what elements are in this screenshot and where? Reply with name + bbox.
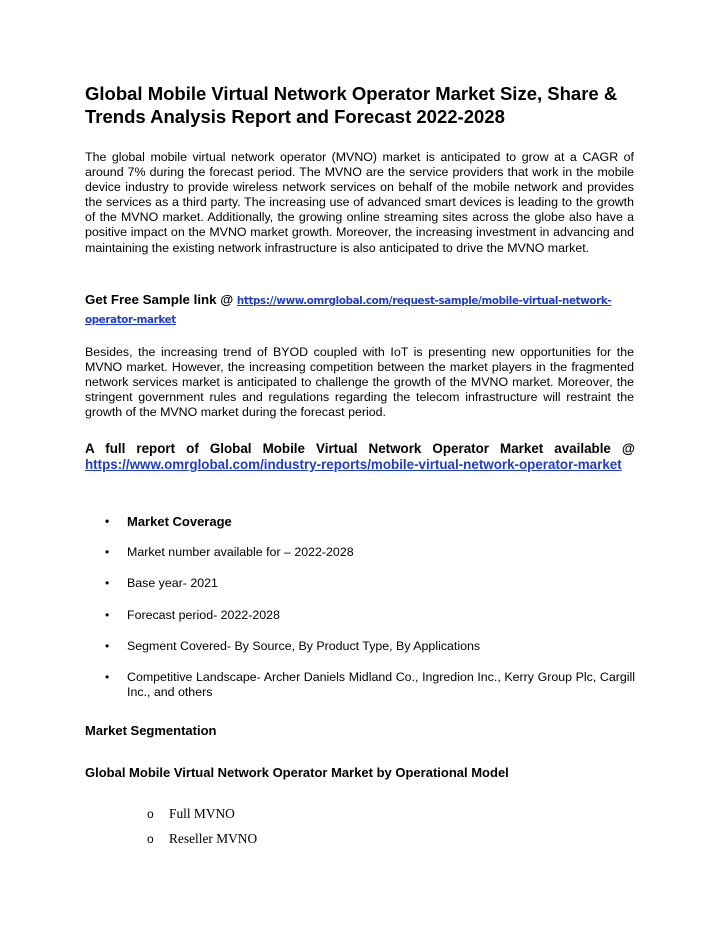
sample-request-link[interactable]: https://www.omrglobal.com/request-sample/mobile-virtual-network-operator-market xyxy=(85,295,612,326)
coverage-text: Market number available for – 2022-2028 xyxy=(127,545,354,559)
document-title: Global Mobile Virtual Network Operator Market Size, Share & Trends Analysis Report and Forecast 2022-2028 xyxy=(85,83,618,127)
coverage-text: Segment Covered- By Source, By Product Type, By Applications xyxy=(127,639,481,653)
list-item xyxy=(147,831,258,847)
sample-link-line xyxy=(85,291,635,329)
list-item xyxy=(105,514,635,529)
market-segmentation-heading: Market Segmentation xyxy=(85,723,217,738)
model-text: Full MVNO xyxy=(169,806,235,821)
full-report-line xyxy=(85,441,635,473)
list-item xyxy=(105,608,635,623)
full-report-link[interactable]: https://www.omrglobal.com/industry-reports/mobile-virtual-network-operator-market xyxy=(85,457,622,472)
coverage-text: Competitive Landscape- Archer Daniels Midland Co., Ingredion Inc., Kerry Group Plc, Cargill Inc., and others xyxy=(127,670,635,699)
circle-bullet-icon: o xyxy=(147,807,154,821)
bullet-icon: • xyxy=(105,514,110,528)
bullet-icon: • xyxy=(105,576,110,590)
byod-paragraph: Besides, the increasing trend of BYOD coupled with IoT is presenting new opportunities for the MVNO market. However, the increasing competition between the market players in the fragmented network services market is anticipated to challenge the growth of the MVNO market. Moreover, the stringent government rules and regulations regarding the telecom infrastructure will restraint the growth of the MVNO market during the forecast period. xyxy=(85,345,634,420)
operational-model-heading: Global Mobile Virtual Network Operator Market by Operational Model xyxy=(85,765,509,780)
list-item xyxy=(105,545,635,560)
bullet-icon: • xyxy=(105,545,110,559)
circle-bullet-icon: o xyxy=(147,832,154,846)
coverage-text: Market Coverage xyxy=(127,514,232,529)
coverage-text: Base year- 2021 xyxy=(127,576,218,590)
list-item xyxy=(147,806,235,822)
bullet-icon: • xyxy=(105,639,110,653)
model-text: Reseller MVNO xyxy=(169,831,258,846)
intro-paragraph: The global mobile virtual network operator (MVNO) market is anticipated to grow at a CAGR of around 7% during the forecast period. The MVNO are the service providers that work in the mobile device industry to provide wireless network services on behalf of the mobile network and provides the services as a third party. The increasing use of advanced smart devices is leading to the growth of the MVNO market. Additionally, the growing online streaming sites across the globe also have a positive impact on the MVNO market growth. Moreover, the increasing investment in advancing and maintaining the existing network infrastructure is also anticipated to drive the MVNO market. xyxy=(85,150,634,255)
coverage-text: Forecast period- 2022-2028 xyxy=(127,608,280,622)
bullet-icon: • xyxy=(105,608,110,622)
sample-link-label: Get Free Sample link @ xyxy=(85,292,237,307)
list-item xyxy=(105,576,635,591)
full-report-label: A full report of Global Mobile Virtual Network Operator Market available @ xyxy=(85,441,635,456)
list-item xyxy=(105,670,635,700)
bullet-icon: • xyxy=(105,670,110,684)
list-item xyxy=(105,639,635,654)
